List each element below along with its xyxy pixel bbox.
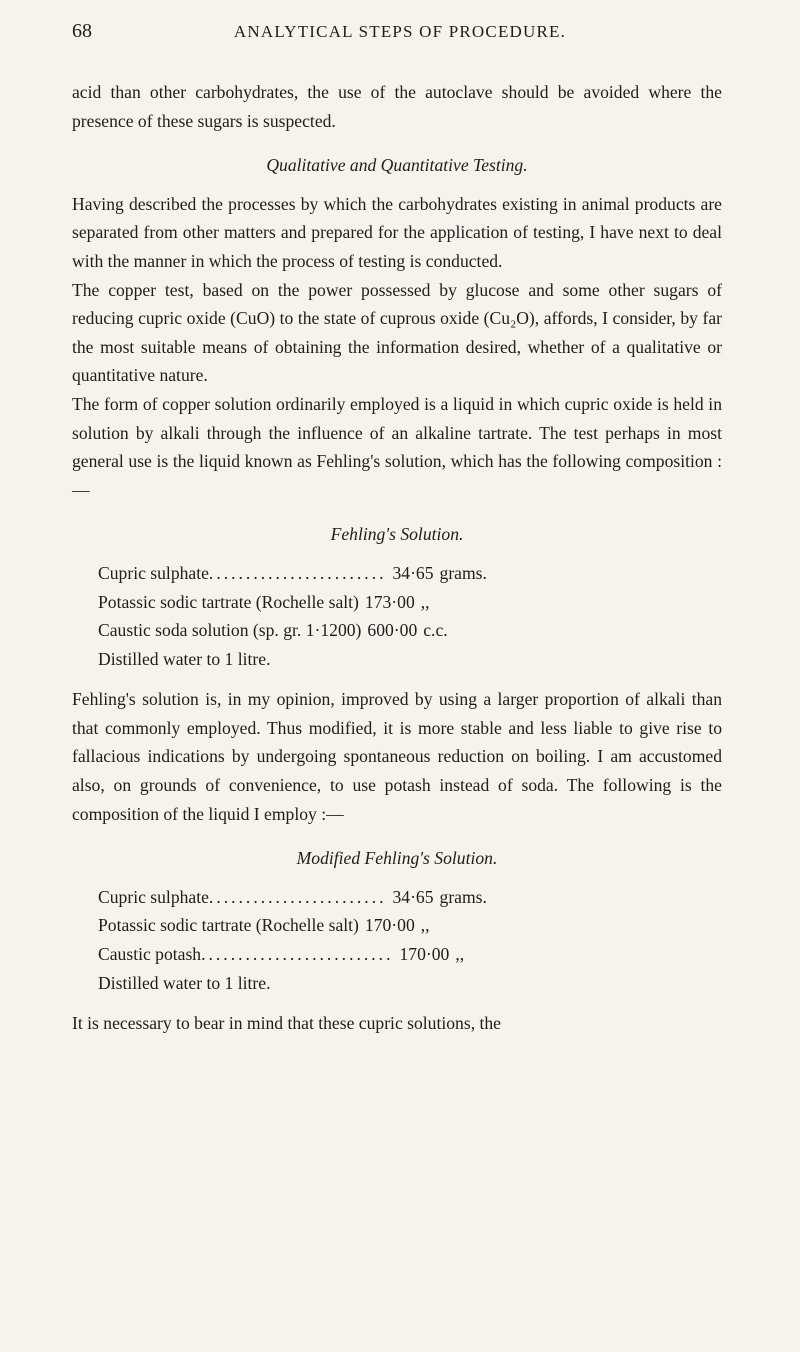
ingredient-name: Distilled water to 1 litre. bbox=[98, 972, 271, 993]
page-body bbox=[72, 78, 722, 1038]
running-title: ANALYTICAL STEPS OF PROCEDURE. bbox=[233, 22, 567, 41]
paragraph-1: acid than other carbohydrates, the use of the autoclave should be avoided where the presence of these sugars is suspected. bbox=[72, 82, 722, 131]
ingredient-unit: c.c. bbox=[423, 620, 448, 641]
dot-leader: ........................ bbox=[208, 562, 387, 583]
recipe-row bbox=[98, 616, 698, 645]
section-heading-fehling: Fehling's Solution. bbox=[330, 524, 464, 545]
page-header bbox=[0, 20, 800, 60]
ingredient-quantity: 34·65 bbox=[392, 886, 434, 907]
ingredient-name: Cupric sulphate bbox=[98, 562, 209, 583]
paragraph-5: Fehling's solution is, in my opinion, improved by using a larger proportion of alkali than that commonly employed. Thus modified, it is more stable and less liable to give rise to fallacious indications by undergoing spontaneous reduction on boiling. I am accustomed also, on grounds of convenience, to use potash instead of soda. The following is the composition of the liquid I employ :— bbox=[72, 689, 722, 824]
fehling-recipe bbox=[98, 559, 698, 673]
ingredient-quantity: 170·00 bbox=[364, 915, 415, 936]
page-number: 68 bbox=[72, 20, 92, 42]
ingredient-unit: ,, bbox=[420, 915, 430, 936]
recipe-row bbox=[98, 559, 698, 588]
paragraph-6: It is necessary to bear in mind that these cupric solutions, the bbox=[72, 1013, 501, 1034]
recipe-row bbox=[98, 883, 698, 912]
ingredient-name: Potassic sodic tartrate (Rochelle salt) bbox=[98, 591, 359, 612]
ingredient-unit: ,, bbox=[455, 944, 465, 965]
paragraph-4: The form of copper solution ordinarily employed is a liquid in which cupric oxide is held in solution by alkali through the influence of an alkaline tartrate. The test perhaps in most general use is the liquid known as Fehling's solution, which has the following composition :— bbox=[72, 393, 722, 500]
ingredient-quantity: 600·00 bbox=[367, 620, 418, 641]
modified-fehling-recipe bbox=[98, 883, 698, 997]
dot-leader: ........................ bbox=[208, 886, 387, 907]
recipe-row bbox=[98, 645, 698, 674]
dot-leader: .......................... bbox=[201, 944, 394, 965]
ingredient-name: Potassic sodic tartrate (Rochelle salt) bbox=[98, 915, 359, 936]
recipe-row bbox=[98, 911, 698, 940]
recipe-row bbox=[98, 940, 698, 969]
ingredient-quantity: 173·00 bbox=[364, 591, 415, 612]
ingredient-unit: ,, bbox=[420, 591, 430, 612]
ingredient-name: Caustic soda solution (sp. gr. 1·1200) bbox=[98, 620, 362, 641]
ingredient-unit: grams. bbox=[439, 562, 487, 583]
ingredient-quantity: 34·65 bbox=[392, 562, 434, 583]
ingredient-name: Caustic potash bbox=[98, 944, 202, 965]
ingredient-quantity: 170·00 bbox=[399, 944, 450, 965]
recipe-row bbox=[98, 969, 698, 998]
paragraph-2: Having described the processes by which the carbohydrates existing in animal products are separated from other matters and prepared for the application of testing, I have next to deal with the manner in which the process of testing is conducted. bbox=[72, 193, 722, 271]
ingredient-name: Distilled water to 1 litre. bbox=[98, 648, 271, 669]
ingredient-unit: grams. bbox=[439, 886, 487, 907]
section-heading-testing: Qualitative and Quantitative Testing. bbox=[266, 155, 528, 176]
section-heading-modified: Modified Fehling's Solution. bbox=[296, 848, 498, 869]
ingredient-name: Cupric sulphate bbox=[98, 886, 209, 907]
recipe-row bbox=[98, 588, 698, 617]
paragraph-3: The copper test, based on the power possessed by glucose and some other sugars of reducing cupric oxide (CuO) to the state of cuprous oxide (Cu₂O), affords, I consider, by far the most suitable means of obtaining the information desired, whether of a qualitative or quantitative nature. bbox=[72, 279, 722, 386]
